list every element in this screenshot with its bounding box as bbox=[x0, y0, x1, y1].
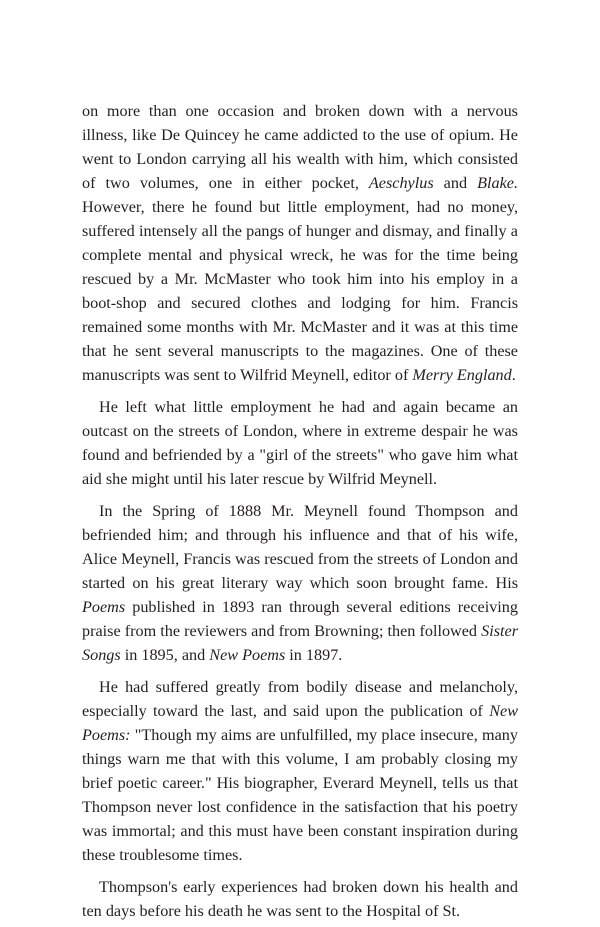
text-run: published in 1893 ran through several editions receiving praise from the reviewers and from Browning; then followed bbox=[82, 598, 518, 640]
text-run: Thompson's early experiences had broken down his health and ten days before his death he was sent to the Hospital of St. bbox=[82, 878, 518, 920]
text-run: and bbox=[433, 174, 478, 192]
text-run: on more than one occasion and broken down with a nervous illness, like De Quincey he came addicted to the use of opium. He went to London carrying all his wealth with him, which consisted of two volumes, one in either pocket, bbox=[82, 102, 518, 192]
text-run: in 1895, and bbox=[120, 646, 210, 664]
italic-title: New Poems bbox=[209, 646, 286, 664]
italic-title: Merry England bbox=[412, 366, 512, 384]
paragraph bbox=[82, 99, 518, 387]
paragraph bbox=[82, 499, 518, 667]
paragraph bbox=[82, 395, 518, 491]
text-run: He had suffered greatly from bodily disease and melancholy, especially toward the last, and said upon the publication of bbox=[82, 678, 518, 720]
paragraph bbox=[82, 875, 518, 923]
paragraph bbox=[82, 675, 518, 867]
italic-title: Poems bbox=[82, 598, 126, 616]
text-run: "Though my aims are unfulfilled, my place insecure, many things warn me that with this volume, I am probably closing my brief poetic career." His biographer, Everard Meynell, tells us that Thompson never lost confidence in the satisfaction that his poetry was immortal; and this must have been constant inspiration during these troublesome times. bbox=[82, 726, 518, 864]
italic-title: Sister Songs bbox=[82, 622, 518, 664]
italic-title: Aeschylus bbox=[368, 174, 434, 192]
text-run: In the Spring of 1888 Mr. Meynell found Thompson and befriended him; and through his influence and that of his wife, Alice Meynell, Francis was rescued from the streets of London and started on his great literary way which soon brought fame. His bbox=[82, 502, 518, 592]
text-run: . bbox=[511, 366, 516, 384]
text-run: He left what little employment he had and again became an outcast on the streets of London, where in extreme despair he was found and befriended by a "girl of the streets" who gave him what aid she might until his later rescue by Wilfrid Meynell. bbox=[82, 398, 518, 488]
italic-title: New Poems: bbox=[82, 702, 518, 744]
text-run: However, there he found but little employment, had no money, suffered intensely all the pangs of hunger and dismay, and finally a complete mental and physical wreck, he was for the time being rescued by a Mr. McMaster who took him into his employ in a boot-shop and secured clothes and lodging for him. Francis remained some months with Mr. McMaster and it was at this time that he sent several manuscripts to the magazines. One of these manuscripts was sent to Wilfrid Meynell, editor of bbox=[82, 198, 518, 384]
text-run: in 1897. bbox=[285, 646, 343, 664]
italic-title: Blake. bbox=[477, 174, 518, 192]
page-body bbox=[82, 99, 518, 923]
